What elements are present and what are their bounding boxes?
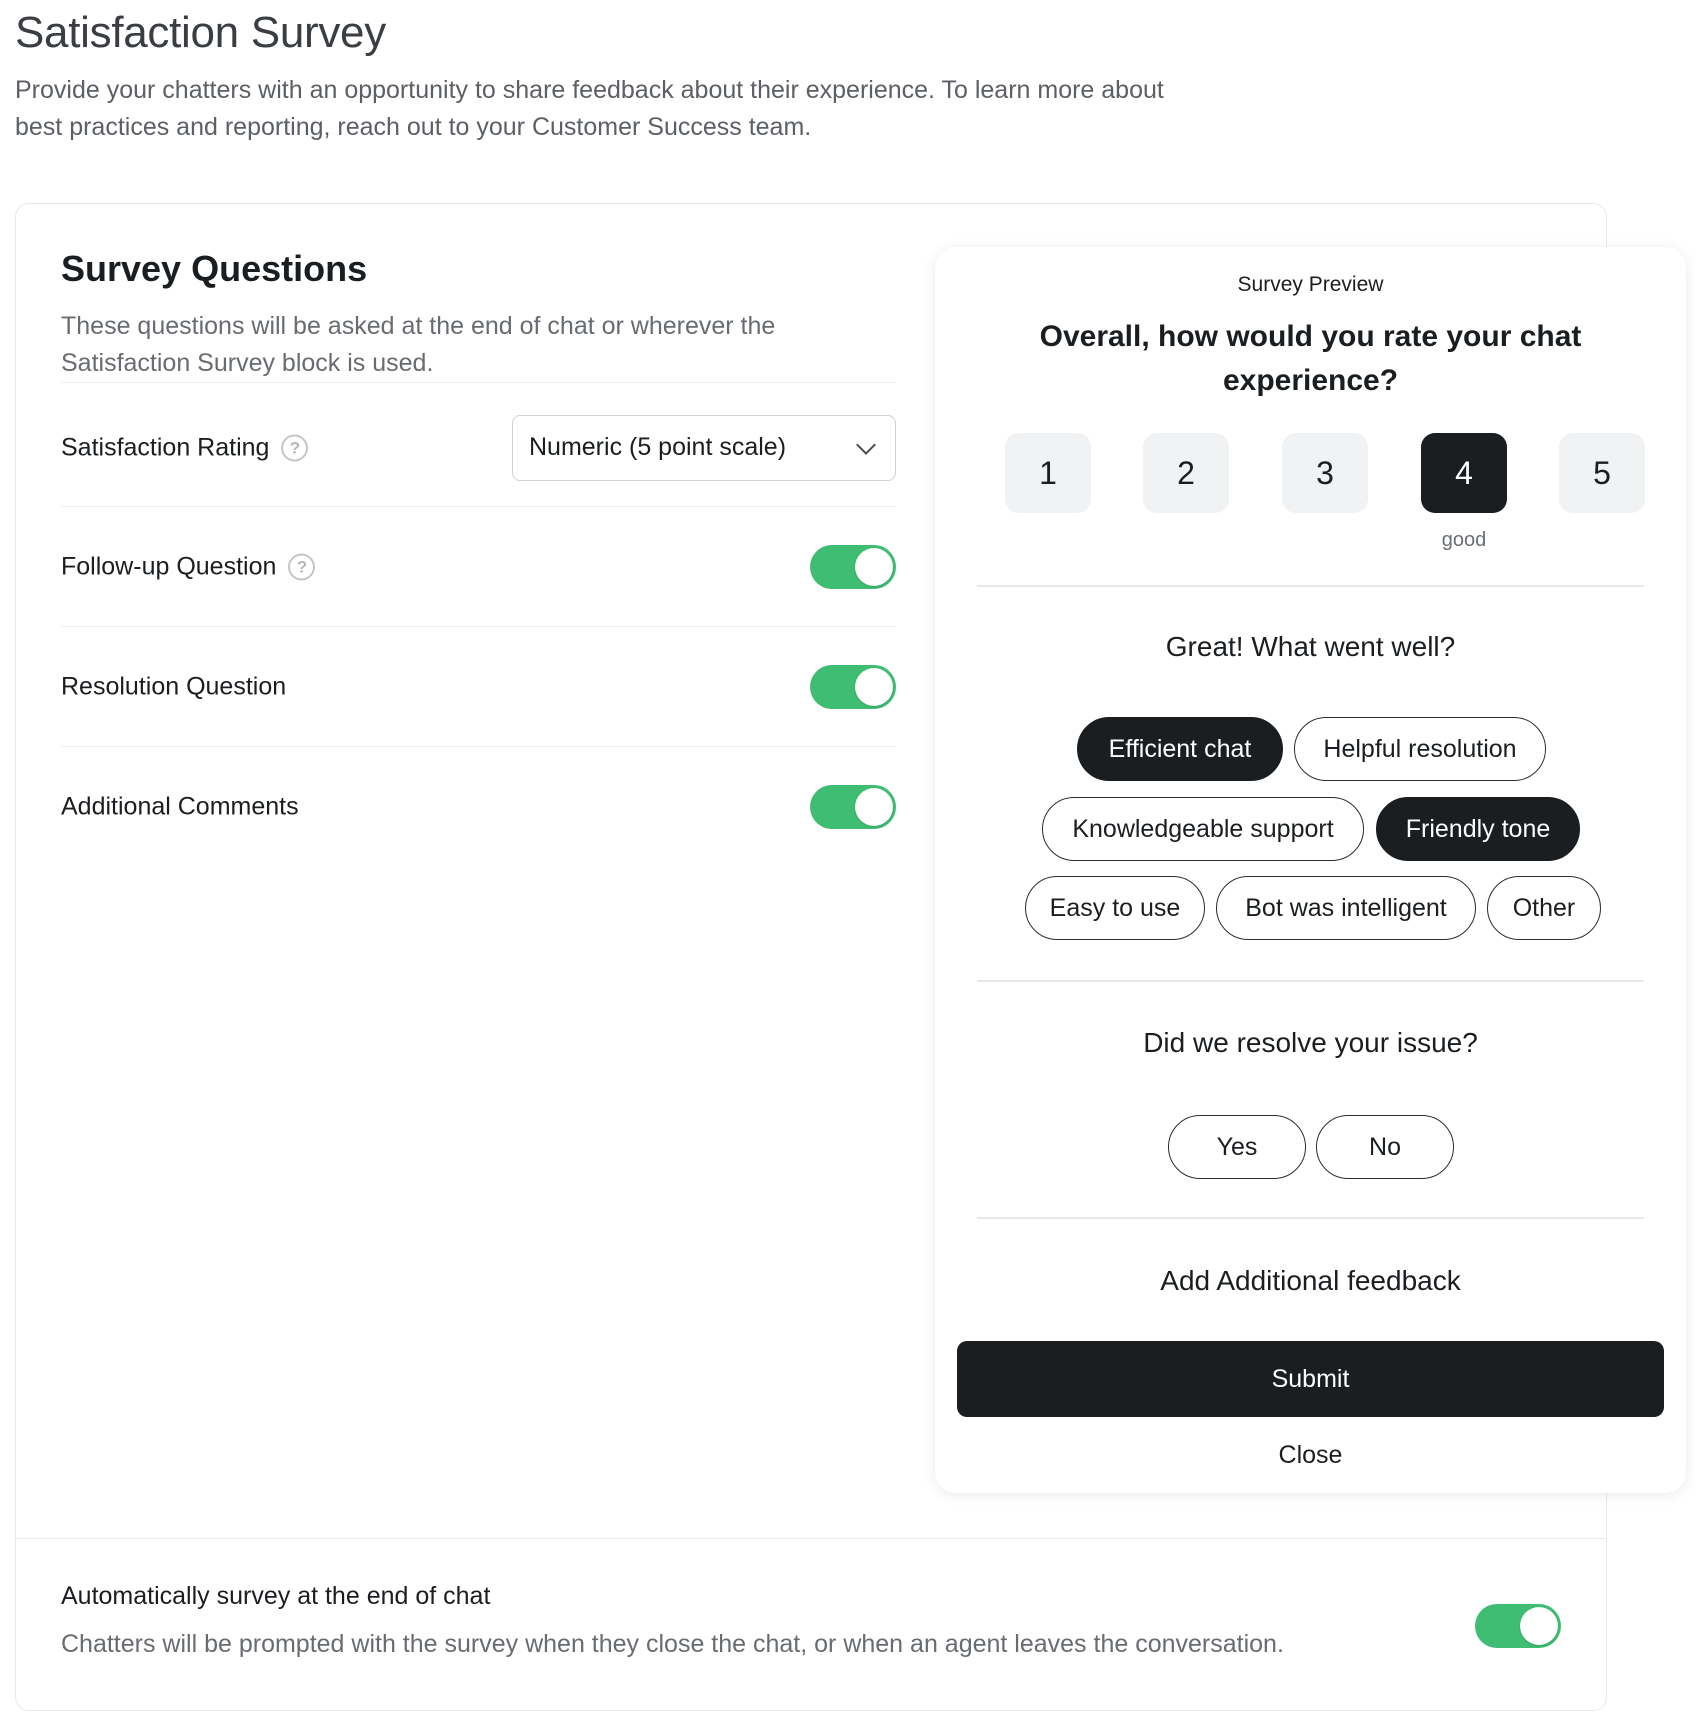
followup-question-row (61, 506, 896, 626)
rating-question: Overall, how would you rate your chat experience? (1039, 320, 1582, 397)
rating-button-5[interactable]: 5 (1559, 433, 1645, 513)
followup-question: Great! What went well? (1165, 631, 1456, 662)
chevron-down-icon (856, 435, 876, 455)
question-circle-icon[interactable]: ? (281, 434, 308, 461)
chip-other[interactable]: Other (1487, 876, 1601, 940)
rating-button-1[interactable]: 1 (1005, 433, 1091, 513)
toggle-knob (855, 548, 893, 586)
satisfaction-rating-label: Satisfaction Rating (61, 433, 270, 461)
resolution-no-button[interactable]: No (1316, 1115, 1454, 1179)
followup-question-label: Follow-up Question (61, 552, 277, 580)
additional-comments-label: Additional Comments (61, 792, 299, 820)
followup-question-toggle[interactable] (810, 545, 896, 589)
preview-divider (977, 980, 1644, 982)
chip-bot-was-intelligent[interactable]: Bot was intelligent (1216, 876, 1476, 940)
preview-divider (977, 1217, 1644, 1219)
survey-questions-title: Survey Questions (61, 248, 368, 289)
rating-button-3[interactable]: 3 (1282, 433, 1368, 513)
chip-friendly-tone[interactable]: Friendly tone (1376, 797, 1580, 861)
chip-knowledgeable-support[interactable]: Knowledgeable support (1042, 797, 1364, 861)
auto-survey-toggle[interactable] (1475, 1604, 1561, 1648)
rating-scale (1005, 433, 1645, 513)
page-title: Satisfaction Survey (15, 8, 386, 57)
submit-button[interactable]: Submit (957, 1341, 1664, 1417)
survey-preview-card (935, 247, 1686, 1493)
chip-helpful-resolution[interactable]: Helpful resolution (1294, 717, 1546, 781)
resolution-yes-button[interactable]: Yes (1168, 1115, 1306, 1179)
additional-comments-toggle[interactable] (810, 785, 896, 829)
auto-survey-section (61, 1538, 1561, 1712)
additional-comments-row (61, 746, 896, 866)
question-circle-icon[interactable]: ? (288, 553, 315, 580)
toggle-knob (855, 788, 893, 826)
toggle-knob (1520, 1607, 1558, 1645)
rating-button-4[interactable]: 4 (1421, 433, 1507, 513)
survey-preview-heading: Survey Preview (1237, 273, 1384, 296)
resolution-question-row (61, 626, 896, 746)
selected-rating-label: good (1441, 529, 1487, 551)
auto-survey-description: Chatters will be prompted with the survey when they close the chat, or when an agent leaves the conversation. (61, 1630, 1284, 1658)
chip-efficient-chat[interactable]: Efficient chat (1077, 717, 1283, 781)
satisfaction-rating-row (61, 382, 896, 512)
preview-divider (977, 585, 1644, 587)
resolution-question: Did we resolve your issue? (1143, 1027, 1478, 1058)
resolution-question-toggle[interactable] (810, 665, 896, 709)
add-feedback-link[interactable]: Add Additional feedback (1160, 1265, 1461, 1296)
page-description: Provide your chatters with an opportunity to share feedback about their experience. To learn more about best practices and reporting, reach out to your Customer Success team. (15, 76, 1164, 141)
chip-easy-to-use[interactable]: Easy to use (1025, 876, 1205, 940)
rating-button-2[interactable]: 2 (1143, 433, 1229, 513)
satisfaction-rating-value: Numeric (5 point scale) (529, 433, 787, 461)
survey-questions-description: These questions will be asked at the end of chat or wherever the Satisfaction Survey block is used. (61, 312, 776, 377)
resolution-question-label: Resolution Question (61, 672, 287, 700)
toggle-knob (855, 668, 893, 706)
auto-survey-title: Automatically survey at the end of chat (61, 1582, 491, 1610)
satisfaction-rating-select[interactable] (512, 415, 896, 481)
close-button[interactable]: Close (1278, 1441, 1343, 1469)
